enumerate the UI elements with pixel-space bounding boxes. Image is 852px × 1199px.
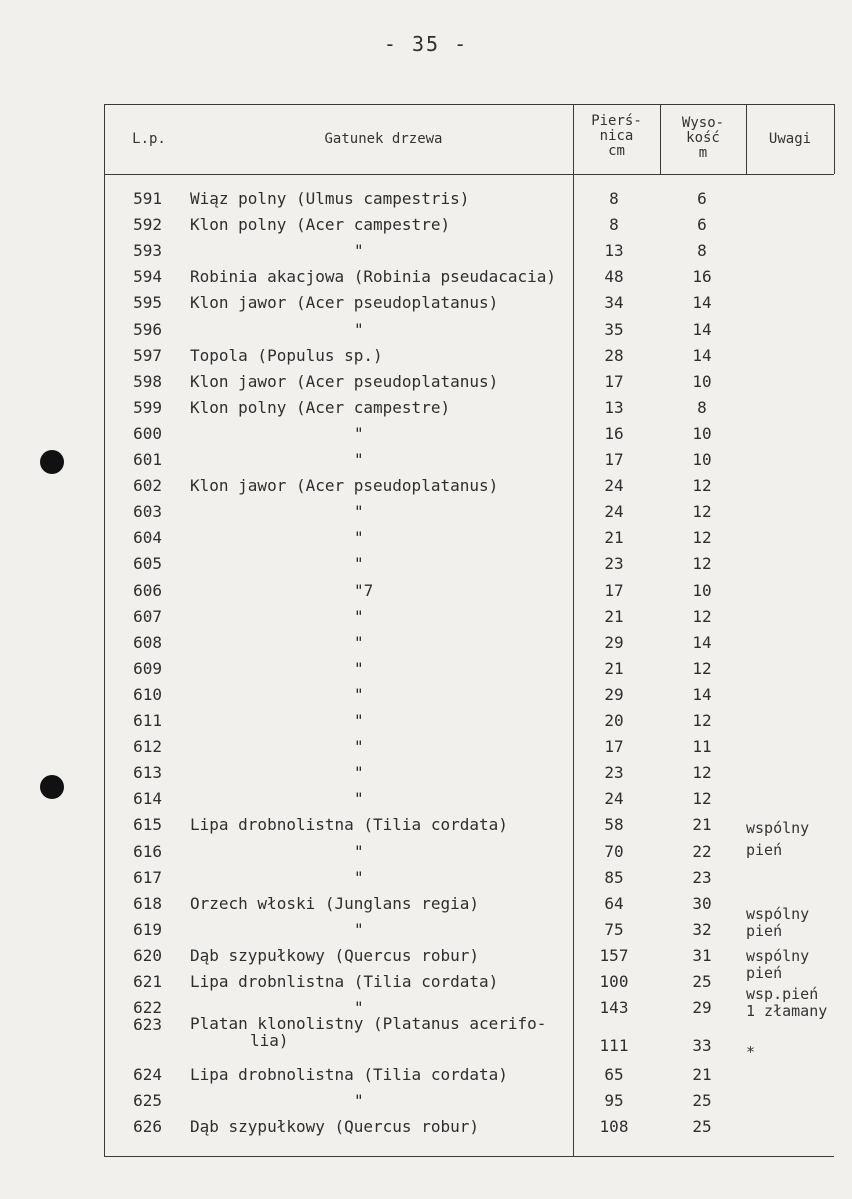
height-value: 14 [692,632,712,652]
table-row [104,317,834,343]
row-number: 595 [133,293,162,313]
height-value: 12 [692,554,712,574]
species-name: Klon polny (Acer campestre) [190,215,451,235]
table-row [104,525,834,551]
girth-value: 24 [604,502,624,522]
girth-value: 23 [604,763,624,783]
height-value: 12 [692,711,712,730]
row-number: 593 [133,241,162,261]
girth-value: 29 [604,632,624,652]
table-row [104,630,834,656]
row-number: 592 [133,215,162,235]
height-value: 25 [692,972,712,991]
row-number: 621 [133,972,162,991]
table-row [104,969,834,995]
girth-value: 8 [609,215,619,235]
table-row [104,473,834,499]
height-value: 12 [692,763,712,783]
height-value: 31 [692,945,712,965]
height-value: 14 [692,345,712,365]
table-row [104,839,834,865]
row-number: 599 [133,397,162,417]
height-value: 23 [692,867,712,887]
table-row [104,343,834,369]
row-number: 591 [133,189,162,208]
ditto-mark: " [354,606,364,626]
girth-value: 16 [604,423,624,443]
row-number: 615 [133,815,162,835]
species-name: Orzech włoski (Junglans regia) [190,893,479,913]
girth-value: 70 [604,841,624,861]
row-number: 607 [133,606,162,626]
row-number: 616 [133,841,162,861]
girth-value: 85 [604,867,624,887]
table-row [104,499,834,525]
species-name: Platan klonolistny (Platanus acerifo- lia) [190,1014,547,1050]
height-value: 10 [692,450,712,469]
species-name: Dąb szypułkowy (Quercus robur) [190,1117,479,1136]
species-name: Klon polny (Acer campestre) [190,397,451,417]
ditto-mark: " [354,554,364,574]
girth-value: 34 [604,293,624,313]
table-row [104,264,834,290]
row-number: 609 [133,658,162,678]
row-number: 617 [133,867,162,887]
row-number: 611 [133,711,162,730]
girth-value: 24 [604,476,624,496]
row-number: 597 [133,345,162,365]
girth-value: 13 [604,397,624,417]
table-row [104,604,834,630]
table-row [104,708,834,734]
row-number: 606 [133,580,162,600]
ditto-mark: " [354,841,364,861]
height-value: 32 [692,919,712,939]
ditto-mark: " [354,1091,364,1110]
height-value: 25 [692,1117,712,1136]
height-value: 12 [692,476,712,496]
height-value: 12 [692,789,712,809]
height-value: 8 [697,241,707,261]
species-name: Dąb szypułkowy (Quercus robur) [190,945,479,965]
row-number: 608 [133,632,162,652]
ditto-mark: " [354,319,364,339]
table-row [104,1062,834,1088]
girth-value: 13 [604,241,624,261]
height-value: 14 [692,293,712,313]
note-broken-trunk: wsp.pień 1 złamany [746,985,828,1020]
species-name: Wiąz polny (Ulmus campestris) [190,189,470,208]
height-value: 21 [692,1065,712,1084]
table-row [104,1012,834,1056]
ditto-mark: " [354,737,364,757]
table-row [104,812,834,838]
girth-value: 111 [599,1036,629,1055]
height-value: 33 [692,1036,712,1055]
table-row [104,786,834,812]
row-number: 612 [133,737,162,757]
ditto-mark: " [354,919,364,939]
header-species: Gatunek drzewa [324,131,443,147]
note-asterisk: * [746,1043,756,1061]
girth-value: 108 [599,1117,629,1136]
girth-value: 17 [604,371,624,391]
girth-value: 8 [609,189,619,208]
species-name: Topola (Populus sp.) [190,345,383,365]
height-value: 6 [697,189,707,208]
height-value: 16 [692,267,712,287]
row-number: 602 [133,476,162,496]
row-number: 614 [133,789,162,809]
tree-inventory-table [104,104,834,1164]
ditto-mark: "7 [354,580,374,600]
girth-value: 100 [599,972,629,991]
species-name: Lipa drobnlistna (Tilia cordata) [190,972,499,991]
ditto-mark: " [354,658,364,678]
girth-value: 64 [604,893,624,913]
girth-value: 21 [604,658,624,678]
table-row [104,290,834,316]
table-row [104,734,834,760]
height-value: 12 [692,502,712,522]
row-number: 613 [133,763,162,783]
ditto-mark: " [354,528,364,548]
row-number: 603 [133,502,162,522]
table-row [104,578,834,604]
girth-value: 17 [604,580,624,600]
height-value: 25 [692,1091,712,1110]
table-row [104,369,834,395]
height-value: 30 [692,893,712,913]
ditto-mark: " [354,711,364,730]
table-row [104,891,834,917]
species-name: Klon jawor (Acer pseudoplatanus) [190,371,499,391]
species-name: Robinia akacjowa (Robinia pseudacacia) [190,267,557,287]
table-row [104,421,834,447]
girth-value: 58 [604,815,624,835]
table-row [104,212,834,238]
row-number: 618 [133,893,162,913]
height-value: 12 [692,606,712,626]
height-value: 10 [692,423,712,443]
height-value: 12 [692,528,712,548]
note-common-trunk: wspólny pień [746,947,810,982]
row-number: 600 [133,423,162,443]
row-number: 624 [133,1065,162,1084]
ditto-mark: " [354,763,364,783]
binder-hole [40,450,64,474]
header-notes: Uwagi [768,131,812,147]
binder-hole [40,775,64,799]
species-name: Lipa drobnolistna (Tilia cordata) [190,815,508,835]
ditto-mark: " [354,450,364,469]
row-number: 601 [133,450,162,469]
note-common-trunk: wspólny pień [746,905,810,940]
girth-value: 95 [604,1091,624,1110]
girth-value: 48 [604,267,624,287]
girth-value: 17 [604,737,624,757]
header-height: Wyso- kość m [681,115,725,161]
row-number: 625 [133,1091,162,1110]
ditto-mark: " [354,423,364,443]
table-row [104,1088,834,1114]
row-number: 594 [133,267,162,287]
girth-value: 20 [604,711,624,730]
page-number: - 35 - [383,32,469,56]
ditto-mark: " [354,867,364,887]
girth-value: 29 [604,684,624,704]
table-row [104,917,834,943]
ditto-mark: " [354,502,364,522]
height-value: 12 [692,658,712,678]
girth-value: 75 [604,919,624,939]
table-row [104,447,834,473]
row-number: 598 [133,371,162,391]
row-number: 605 [133,554,162,574]
row-number: 604 [133,528,162,548]
table-row [104,760,834,786]
girth-value: 24 [604,789,624,809]
table-row [104,865,834,891]
girth-value: 157 [599,945,629,965]
table-row [104,682,834,708]
ditto-mark: " [354,632,364,652]
table-row [104,656,834,682]
girth-value: 21 [604,606,624,626]
species-name: Lipa drobnolistna (Tilia cordata) [190,1065,508,1084]
height-value: 14 [692,319,712,339]
height-value: 10 [692,580,712,600]
table-row [104,943,834,969]
height-value: 11 [692,737,712,757]
girth-value: 17 [604,450,624,469]
height-value: 6 [697,215,707,235]
row-number: 619 [133,919,162,939]
table-row [104,551,834,577]
row-number: 622 [133,998,162,1018]
header-lp: L.p. [132,131,166,147]
height-value: 14 [692,684,712,704]
girth-value: 21 [604,528,624,548]
height-value: 22 [692,841,712,861]
ditto-mark: " [354,998,364,1018]
girth-value: 35 [604,319,624,339]
row-number: 623 [133,1015,162,1034]
height-value: 21 [692,815,712,835]
ditto-mark: " [354,684,364,704]
species-name: Klon jawor (Acer pseudoplatanus) [190,293,499,313]
girth-value: 23 [604,554,624,574]
row-number: 596 [133,319,162,339]
row-number: 610 [133,684,162,704]
table-row [104,1114,834,1140]
height-value: 8 [697,397,707,417]
girth-value: 28 [604,345,624,365]
table-row [104,186,834,212]
table-row [104,395,834,421]
height-value: 29 [692,998,712,1018]
height-value: 10 [692,371,712,391]
header-girth: Pierś- nica cm [591,113,642,159]
row-number: 626 [133,1117,162,1136]
species-name: Klon jawor (Acer pseudoplatanus) [190,476,499,496]
girth-value: 65 [604,1065,624,1084]
ditto-mark: " [354,241,364,261]
row-number: 620 [133,945,162,965]
ditto-mark: " [354,789,364,809]
girth-value: 143 [599,998,629,1018]
note-common-trunk: wspólny pień [746,819,810,859]
table-row [104,238,834,264]
